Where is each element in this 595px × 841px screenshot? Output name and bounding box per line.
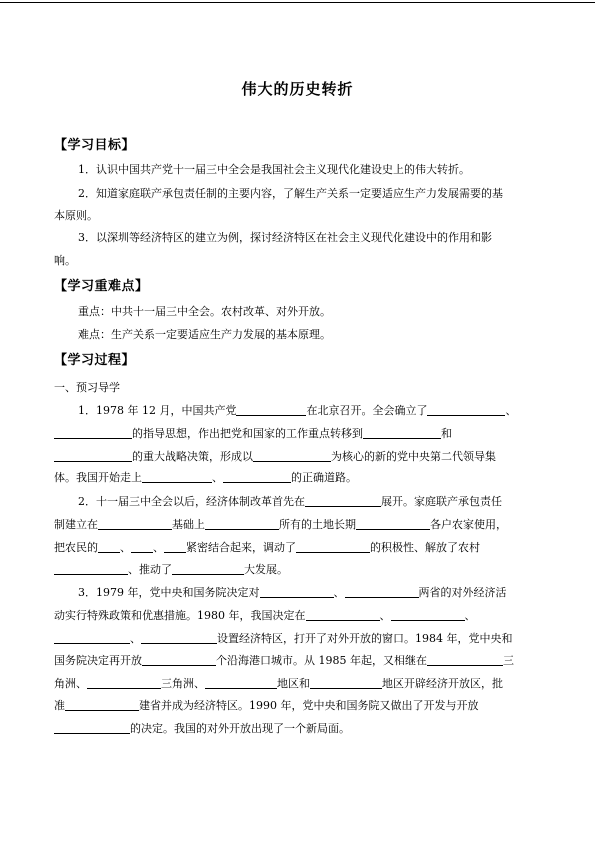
blank[interactable]	[164, 541, 186, 553]
text: 国务院决定再开放	[54, 654, 142, 667]
text: 设置经济特区，打开了对外开放的窗口。1984 年，党中央和	[217, 632, 513, 645]
blank[interactable]	[306, 609, 380, 621]
q1-line-2	[54, 427, 452, 441]
q3-line-2	[54, 609, 476, 623]
goal-2-line-1: 2．知道家庭联产承包责任制的主要内容，了解生产关系一定要适应生产力发展需要的基	[78, 187, 503, 200]
text: 在北京召开。全会确立了	[306, 404, 428, 417]
blank[interactable]	[427, 654, 503, 666]
goal-3-line-2: 响。	[54, 254, 76, 267]
blank[interactable]	[363, 427, 441, 439]
q2-line-1	[78, 495, 502, 509]
blank[interactable]	[65, 699, 139, 711]
text: 为核心的新的党中央第二代领导集	[331, 450, 496, 463]
text: 角洲、	[54, 677, 87, 690]
q3-line-7	[54, 722, 350, 736]
text: 、	[212, 471, 223, 484]
text: 的积极性、解放了农村	[370, 541, 480, 554]
blank[interactable]	[172, 563, 244, 575]
blank[interactable]	[236, 404, 306, 416]
blank[interactable]	[205, 677, 277, 689]
text: 、	[505, 404, 517, 417]
text: 紧密结合起来，调动了	[186, 541, 296, 554]
text: 两省的对外经济活	[418, 586, 507, 599]
text: 把农民的	[54, 541, 98, 554]
blank[interactable]	[54, 427, 132, 439]
goal-2-line-2: 本原则。	[54, 209, 98, 222]
text: 、	[153, 541, 164, 554]
text: 、推动了	[128, 563, 172, 576]
q2-line-4	[54, 563, 288, 577]
text: 各户农家使用，	[430, 518, 507, 531]
goal-3-line-1: 3．以深圳等经济特区的建立为例，探讨经济特区在社会主义现代化建设中的作用和影	[78, 231, 492, 244]
text: 、	[379, 609, 391, 622]
blank[interactable]	[356, 518, 430, 530]
text: 和	[441, 427, 452, 440]
blank[interactable]	[253, 450, 331, 462]
text: 的指导思想，作出把党和国家的工作重点转移到	[132, 427, 363, 440]
top-rule	[0, 2, 595, 3]
blank[interactable]	[87, 677, 161, 689]
text: 建省并成为经济特区。1990 年，党中央和国务院又做出了开发与开放	[139, 699, 479, 712]
text: 、	[120, 541, 131, 554]
blank[interactable]	[54, 632, 130, 644]
text: 地区开辟经济开放区，批	[382, 677, 503, 690]
text: 三	[503, 654, 514, 667]
blank[interactable]	[223, 471, 291, 483]
text: 、	[130, 632, 141, 645]
text: 的重大战略决策，形成以	[132, 450, 253, 463]
text: 个沿海港口城市。从 1985 年起，又相继在	[216, 654, 427, 667]
text: 2．十一届三中全会以后，经济体制改革首先在	[78, 495, 305, 508]
key-point: 重点：中共十一届三中全会。农村改革、对外开放。	[78, 305, 331, 318]
blank[interactable]	[296, 541, 370, 553]
q1-line-3	[54, 450, 496, 464]
blank[interactable]	[98, 518, 172, 530]
blank[interactable]	[54, 450, 132, 462]
section-title-goals: 【学习目标】	[54, 138, 136, 153]
q1-line-4	[54, 471, 357, 485]
blank[interactable]	[427, 404, 505, 416]
text: 大发展。	[244, 563, 288, 576]
text: 的正确道路。	[291, 471, 357, 484]
q3-line-5	[54, 677, 503, 691]
q2-line-2	[54, 518, 507, 532]
text: 制建立在	[54, 518, 98, 531]
blank[interactable]	[142, 471, 212, 483]
text: 3．1979 年，党中央和国务院决定对	[78, 586, 260, 599]
section-title-key-points: 【学习重难点】	[54, 279, 149, 294]
blank[interactable]	[345, 586, 419, 598]
text: 、	[464, 609, 476, 622]
text: 、	[333, 586, 345, 599]
q2-line-3	[54, 541, 480, 555]
difficult-point: 难点：生产关系一定要适应生产力发展的基本原理。	[78, 328, 331, 341]
blank[interactable]	[54, 563, 128, 575]
blank[interactable]	[260, 586, 334, 598]
blank[interactable]	[310, 677, 382, 689]
q3-line-4	[54, 654, 514, 668]
text: 所有的土地长期	[279, 518, 356, 531]
blank[interactable]	[391, 609, 465, 621]
text: 三角洲、	[161, 677, 205, 690]
blank[interactable]	[142, 654, 216, 666]
q3-line-1	[78, 586, 507, 600]
blank[interactable]	[305, 495, 381, 507]
text: 准	[54, 699, 65, 712]
document-title: 伟大的历史转折	[241, 80, 354, 98]
text: 体。我国开始走上	[54, 471, 142, 484]
q3-line-6	[54, 699, 479, 713]
blank[interactable]	[141, 632, 217, 644]
section-title-process: 【学习过程】	[54, 353, 136, 368]
text: 1．1978 年 12 月，中国共产党	[78, 404, 237, 417]
blank[interactable]	[54, 722, 130, 734]
goal-1: 1．认识中国共产党十一届三中全会是我国社会主义现代化建设史上的伟大转折。	[78, 163, 470, 176]
text: 地区和	[277, 677, 310, 690]
text: 展开。家庭联产承包责任	[381, 495, 502, 508]
text: 基础上	[172, 518, 205, 531]
text: 动实行特殊政策和优惠措施。1980 年，我国决定在	[54, 609, 306, 622]
text: 的决定。我国的对外开放出现了一个新局面。	[130, 722, 350, 735]
blank[interactable]	[131, 541, 153, 553]
blank[interactable]	[205, 518, 279, 530]
q1-line-1	[78, 404, 516, 418]
subsection-preview: 一、预习导学	[54, 381, 120, 394]
q3-line-3	[54, 632, 513, 646]
blank[interactable]	[98, 541, 120, 553]
